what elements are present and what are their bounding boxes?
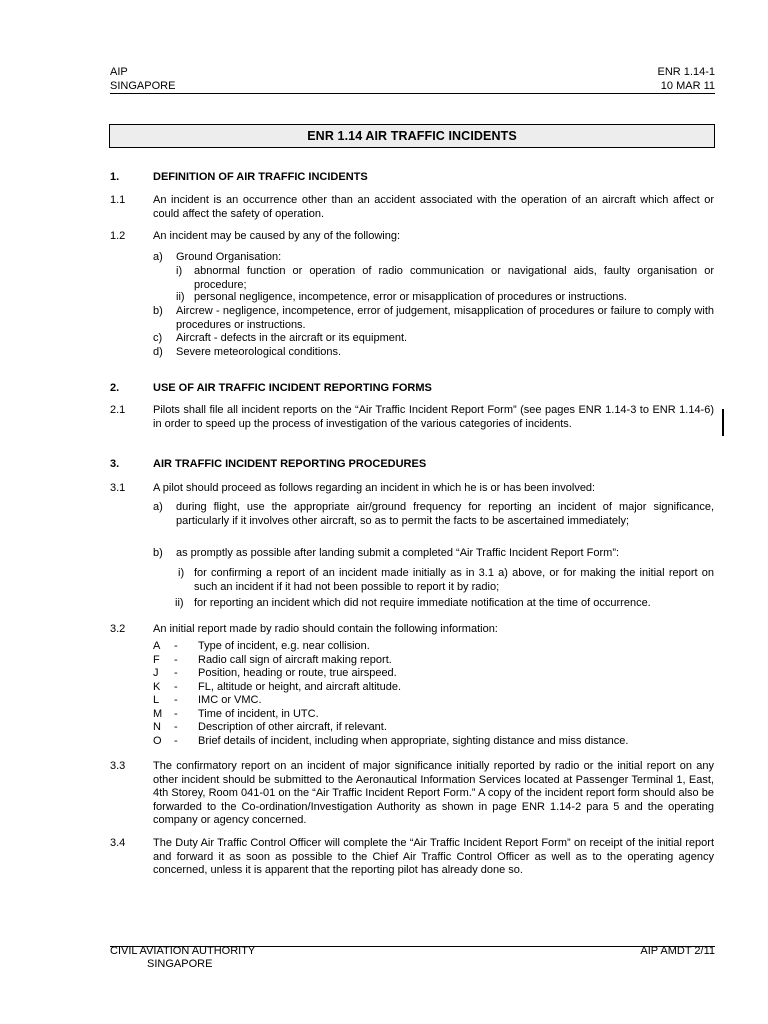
header-publication: AIP — [110, 66, 128, 78]
list-marker: i) — [176, 265, 183, 277]
section-2-heading: USE OF AIR TRAFFIC INCIDENT REPORTING FORMS — [153, 382, 432, 394]
para-3-4-text: The Duty Air Traffic Control Officer will complete the “Air Traffic Incident Report Form” on receipt of the initial report and forward it as soon as possible to the Chief Air Traffic Control Officer as well as to the operating agency concerned, unless it is apparent that the reporting pilot has already done so. — [153, 837, 714, 876]
list-marker: b) — [153, 305, 163, 317]
list-text: Aircraft - defects in the aircraft or its equipment. — [176, 332, 408, 344]
report-code-text: Brief details of incident, including when appropriate, sighting distance and miss distance. — [198, 735, 629, 747]
para-3-2-text: An initial report made by radio should contain the following information: — [153, 623, 498, 635]
list-marker: a) — [153, 501, 163, 513]
report-code-letter: N — [153, 721, 161, 733]
para-3-1-text: A pilot should proceed as follows regarding an incident in which he is or has been involved: — [153, 482, 596, 494]
header-left — [110, 65, 175, 93]
para-1-2-text: An incident may be caused by any of the following: — [153, 230, 401, 242]
list-text: for reporting an incident which did not require immediate notification at the time of occurrence. — [194, 597, 651, 609]
para-3-3-number: 3.3 — [110, 760, 126, 772]
header-page-ref: ENR 1.14-1 — [657, 66, 715, 78]
section-3-heading: AIR TRAFFIC INCIDENT REPORTING PROCEDURES — [153, 458, 427, 470]
list-marker: i) — [178, 567, 185, 579]
list-text: Aircrew - negligence, incompetence, error of judgement, misapplication of procedures or failure to comply with procedures or instructions. — [176, 305, 714, 331]
report-code-letter: F — [153, 654, 160, 666]
report-code-text: IMC or VMC. — [198, 694, 262, 706]
report-code-text: Type of incident, e.g. near collision. — [198, 640, 370, 652]
report-code-text: Description of other aircraft, if relevant. — [198, 721, 387, 733]
list-marker: a) — [153, 251, 163, 263]
amendment-change-bar — [722, 409, 724, 436]
list-marker: d) — [153, 346, 163, 358]
list-text: during flight, use the appropriate air/ground frequency for reporting an incident of major significance, particularly if it involves other aircraft, so as to permit the facts to be ascertained immediately; — [176, 501, 714, 527]
footer-state: SINGAPORE — [147, 958, 213, 970]
report-code-dash: - — [174, 640, 178, 652]
report-code-dash: - — [174, 694, 178, 706]
para-3-3-text: The confirmatory report on an incident of major significance initially reported by radio or the initial report on any other incident should be submitted to the Aeronautical Information Services located at Passenger Terminal 1, East, 4th Storey, Room 041-01 on the “Air Traffic Incident Report Form.” A copy of the incident report form should also be forwarded to the Co-ordination/Investigation Authority as shown in page ENR 1.14-2 para 5 and the operating company or agency concerned. — [153, 760, 714, 826]
list-text: personal negligence, incompetence, error or misapplication of procedures or instructions. — [194, 291, 627, 303]
list-marker: ii) — [175, 597, 184, 609]
report-code-text: Radio call sign of aircraft making report. — [198, 654, 392, 666]
list-marker: c) — [153, 332, 163, 344]
report-code-dash: - — [174, 667, 178, 679]
report-code-letter: K — [153, 681, 161, 693]
report-code-dash: - — [174, 708, 178, 720]
para-2-1-number: 2.1 — [110, 404, 126, 416]
report-code-text: Position, heading or route, true airspeed. — [198, 667, 397, 679]
report-code-letter: O — [153, 735, 162, 747]
report-code-letter: M — [153, 708, 163, 720]
section-3-number: 3. — [110, 458, 120, 470]
report-code-dash: - — [174, 654, 178, 666]
list-text: as promptly as possible after landing submit a completed “Air Traffic Incident Report Form”: — [176, 547, 620, 559]
header-right — [658, 65, 715, 93]
para-1-1-text: An incident is an occurrence other than an accident associated with the operation of an aircraft which affect or could affect the safety of operation. — [153, 194, 714, 220]
para-3-4-number: 3.4 — [110, 837, 126, 849]
para-2-1-text: Pilots shall file all incident reports on the “Air Traffic Incident Report Form” (see pages ENR 1.14-3 to ENR 1.14-6) in order to speed up the process of investigation of the various categories of incidents. — [153, 404, 714, 430]
header-date: 10 MAR 11 — [660, 80, 715, 92]
section-1-heading: DEFINITION OF AIR TRAFFIC INCIDENTS — [153, 171, 368, 183]
report-code-dash: - — [174, 735, 178, 747]
report-code-dash: - — [174, 721, 178, 733]
report-code-text: Time of incident, in UTC. — [198, 708, 319, 720]
para-3-2-number: 3.2 — [110, 623, 126, 635]
report-code-letter: A — [153, 640, 161, 652]
para-1-1-number: 1.1 — [110, 194, 126, 206]
section-2-number: 2. — [110, 382, 120, 394]
report-code-text: FL, altitude or height, and aircraft altitude. — [198, 681, 402, 693]
list-marker: b) — [153, 547, 163, 559]
page-title: ENR 1.14 AIR TRAFFIC INCIDENTS — [109, 124, 715, 148]
list-text: abnormal function or operation of radio communication or navigational aids, faulty organisation or procedure; — [194, 265, 714, 291]
header-state: SINGAPORE — [110, 80, 176, 92]
report-code-dash: - — [174, 681, 178, 693]
footer-authority: CIVIL AVIATION AUTHORITY — [110, 945, 256, 957]
list-marker: ii) — [176, 291, 185, 303]
list-text: Ground Organisation: — [176, 251, 282, 263]
list-text: Severe meteorological conditions. — [176, 346, 342, 358]
report-code-letter: L — [153, 694, 160, 706]
footer-amendment: AIP AMDT 2/11 — [640, 945, 715, 957]
header-rule — [110, 93, 715, 94]
report-code-letter: J — [153, 667, 159, 679]
para-1-2-number: 1.2 — [110, 230, 126, 242]
para-3-1-number: 3.1 — [110, 482, 126, 494]
section-1-number: 1. — [110, 171, 120, 183]
list-text: for confirming a report of an incident made initially as in 3.1 a) above, or for making the initial report on such an incident if it had not been possible to report it by radio; — [194, 567, 714, 593]
